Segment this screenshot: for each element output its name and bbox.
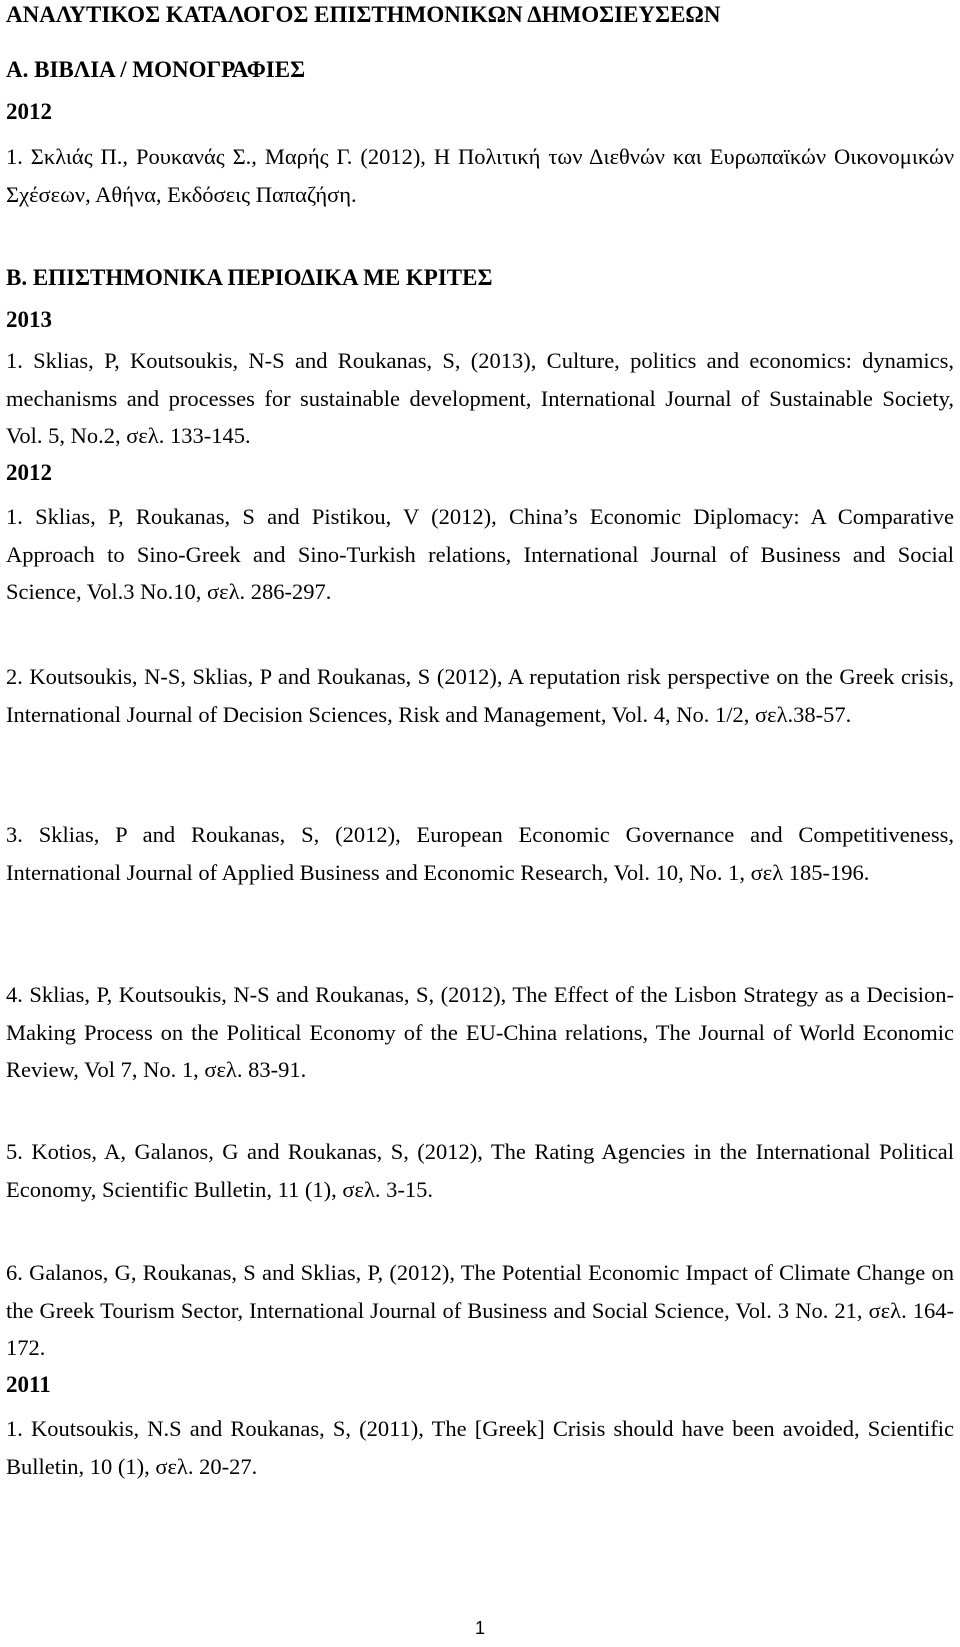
journal-entry-2012-5: 5. Kotios, A, Galanos, G and Roukanas, S, (2012), The Rating Agencies in the International Political Economy, Scientific Bulletin, 11 (1), σελ. 3-15.	[6, 1139, 954, 1202]
journal-entry-2013-1: 1. Sklias, P, Koutsoukis, N-S and Roukanas, S, (2013), Culture, politics and economics: dynamics, mechanisms and processes for sustainable development, International Journal of Sustainable Society, Vol. 5, No.2, σελ. 133-145.	[6, 348, 954, 448]
document-title: ΑΝΑΛΥΤΙΚΟΣ ΚΑΤΑΛΟΓΟΣ ΕΠΙΣΤΗΜΟΝΙΚΩΝ ΔΗΜΟΣΙΕΥΣΕΩΝ	[6, 2, 721, 27]
section-a-heading: Α. ΒΙΒΛΙΑ / ΜΟΝΟΓΡΑΦΙΕΣ	[6, 57, 306, 82]
year-heading-2012-books: 2012	[6, 99, 52, 124]
journal-entry-2011-1: 1. Koutsoukis, N.S and Roukanas, S, (2011), The [Greek] Crisis should have been avoided, Scientific Bulletin, 10 (1), σελ. 20-27.	[6, 1416, 954, 1479]
year-heading-2011: 2011	[6, 1372, 51, 1397]
section-b-heading: Β. ΕΠΙΣΤΗΜΟΝΙΚΑ ΠΕΡΙΟΔΙΚΑ ΜΕ ΚΡΙΤΕΣ	[6, 265, 493, 290]
page-number: 1	[474, 1618, 485, 1638]
journal-entry-2012-4: 4. Sklias, P, Koutsoukis, N-S and Roukanas, S, (2012), The Effect of the Lisbon Strategy as a Decision-Making Process on the Political Economy of the EU-China relations, The Journal of World Economic Review, Vol 7, No. 1, σελ. 83-91.	[6, 982, 954, 1082]
journal-entry-2012-2: 2. Koutsoukis, N-S, Sklias, P and Roukanas, S (2012), A reputation risk perspective on the Greek crisis, International Journal of Decision Sciences, Risk and Management, Vol. 4, No. 1/2, σελ.38-57.	[6, 664, 954, 727]
journal-entry-2012-1: 1. Sklias, P, Roukanas, S and Pistikou, V (2012), China’s Economic Diplomacy: A Comparative Approach to Sino-Greek and Sino-Turkish relations, International Journal of Business and Social Science, Vol.3 No.10, σελ. 286-297.	[6, 504, 954, 604]
journal-entry-2012-6: 6. Galanos, G, Roukanas, S and Sklias, P, (2012), The Potential Economic Impact of Climate Change on the Greek Tourism Sector, International Journal of Business and Social Science, Vol. 3 No. 21, σελ. 164-172.	[6, 1260, 954, 1360]
book-entry-1: 1. Σκλιάς Π., Ρουκανάς Σ., Μαρής Γ. (2012), Η Πολιτική των Διεθνών και Ευρωπαϊκών Οικονομικών Σχέσεων, Αθήνα, Εκδόσεις Παπαζήση.	[6, 144, 954, 207]
year-heading-2013: 2013	[6, 307, 52, 332]
year-heading-2012-journals: 2012	[6, 460, 52, 485]
journal-entry-2012-3: 3. Sklias, P and Roukanas, S, (2012), European Economic Governance and Competitiveness, International Journal of Applied Business and Economic Research, Vol. 10, No. 1, σελ 185-196.	[6, 822, 954, 885]
